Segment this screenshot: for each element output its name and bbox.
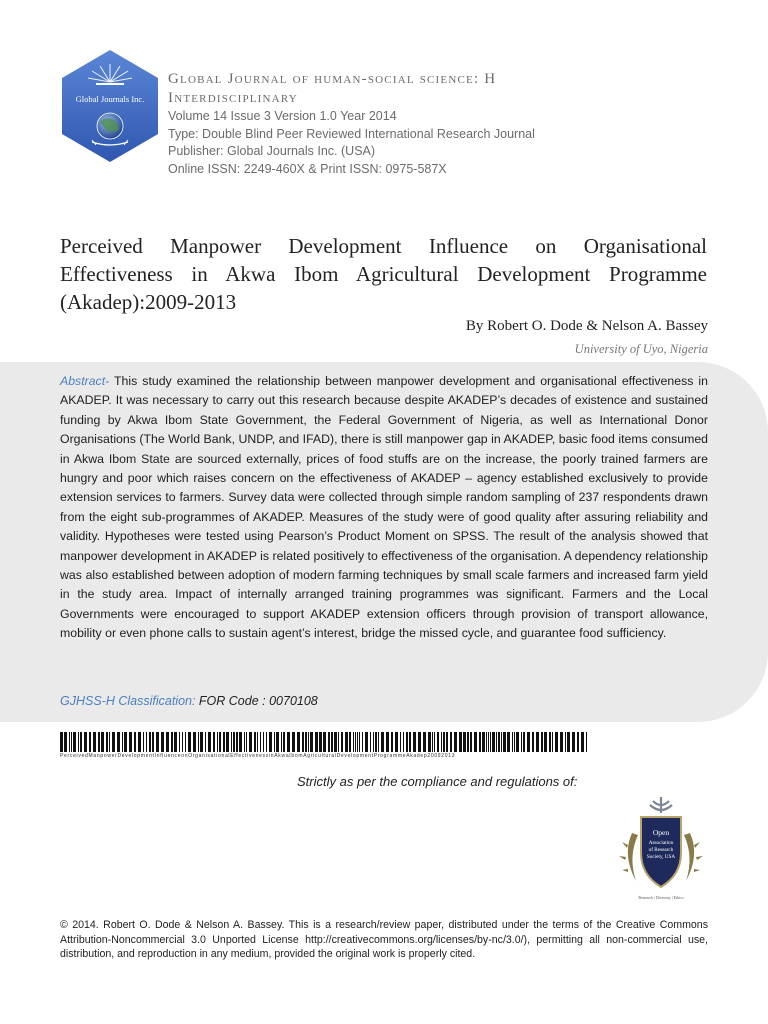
global-journals-logo [62, 50, 158, 162]
affiliation: University of Uyo, Nigeria [574, 342, 708, 356]
logo-text: Global Journals Inc. [75, 94, 145, 104]
paper-title: Perceived Manpower Development Influence on Organisational Effectiveness in Akwa Ibom Agricultural Development Programme (Akadep):2009-2013 [60, 234, 707, 314]
journal-section: Interdisciplinary [168, 90, 298, 106]
compliance-note: Strictly as per the compliance and regulations of: [297, 774, 578, 789]
copyright-notice: © 2014. Robert O. Dode & Nelson A. Bassey. This is a research/review paper, distributed under the terms of the Creative Commons Attribution-Noncommercial 3.0 Unported License http://creativecommons.org/licenses/by-nc/3.0/), permitting all non-commercial use, distribution, and reproduction in any medium, provided the original work is properly cited. [60, 919, 708, 960]
authors: By Robert O. Dode & Nelson A. Bassey [465, 318, 708, 334]
issn: Online ISSN: 2249-460X & Print ISSN: 0975-587X [168, 161, 447, 176]
classification-label: GJHSS-H Classification: [60, 694, 196, 708]
seal-line-4: Society, USA [646, 854, 676, 860]
abstract-text: This study examined the relationship between manpower development and organisational effectiveness in AKADEP. It was necessary to carry out this research because despite AKADEP’s decades of existence and sustained funding by Akwa Ibom State Government, the Federal Government of Nigeria, as well as International Donor Organisations (The World Bank, UNDP, and IFAD), there is still manpower gap in AKADEP, basic food items consumed in Akwa Ibom State are sourced externally, prices of food stuffs are on the increase, the poorly trained farmers are hungry and poor which raises concern on the effectiveness of AKADEP – agency established exclusively to provide extension services to farmers. Survey data were collected through simple random sampling of 237 respondents drawn from the eight sub-programmes of AKADEP. Measures of the study were of good quality after assuring reliability and validity. Hypotheses were tested using Pearson’s Product Moment on SPSS. The result of the analysis showed that manpower development in AKADEP is related positively to effectiveness of the organisation. A dependency relationship was also established between adoption of modern farming techniques by small scale farmers and increased farm yield in the study area. Impact of internally arranged training programmes was significant. Farmers and the Local Governments were encouraged to support AKADEP extension officers through provision of transport allowance, mobility or even phone calls to sustain agent’s interest, bridge the missed cycle, and guarantee food sufficiency. [60, 374, 708, 641]
abstract-label: Abstract- [60, 374, 110, 388]
barcode-text: PerceivedManpowerDevelopmentInfluenceonOrganisationalEffectivenessinAkwaIbomAgriculturalDevelopmentProgrammeAkadep20092013 [60, 753, 456, 759]
journal-title [168, 70, 496, 108]
journal-meta [168, 108, 535, 178]
oars-seal-logo [608, 795, 714, 903]
abstract [60, 372, 708, 644]
journal-type: Type: Double Blind Peer Reviewed International Research Journal [168, 126, 535, 141]
barcode [60, 732, 588, 752]
seal-line-2: Association [648, 840, 674, 846]
seal-line-3: of Research [648, 847, 674, 853]
seal-footer: Research | Diversity | Ethics [638, 895, 684, 900]
journal-name: Global Journal of human-social science: H [168, 71, 497, 87]
publisher: Publisher: Global Journals Inc. (USA) [168, 144, 376, 158]
classification-code: FOR Code : 0070108 [195, 694, 318, 708]
volume-info: Volume 14 Issue 3 Version 1.0 Year 2014 [168, 109, 397, 123]
seal-line-1: Open [652, 828, 670, 837]
classification [60, 694, 318, 708]
